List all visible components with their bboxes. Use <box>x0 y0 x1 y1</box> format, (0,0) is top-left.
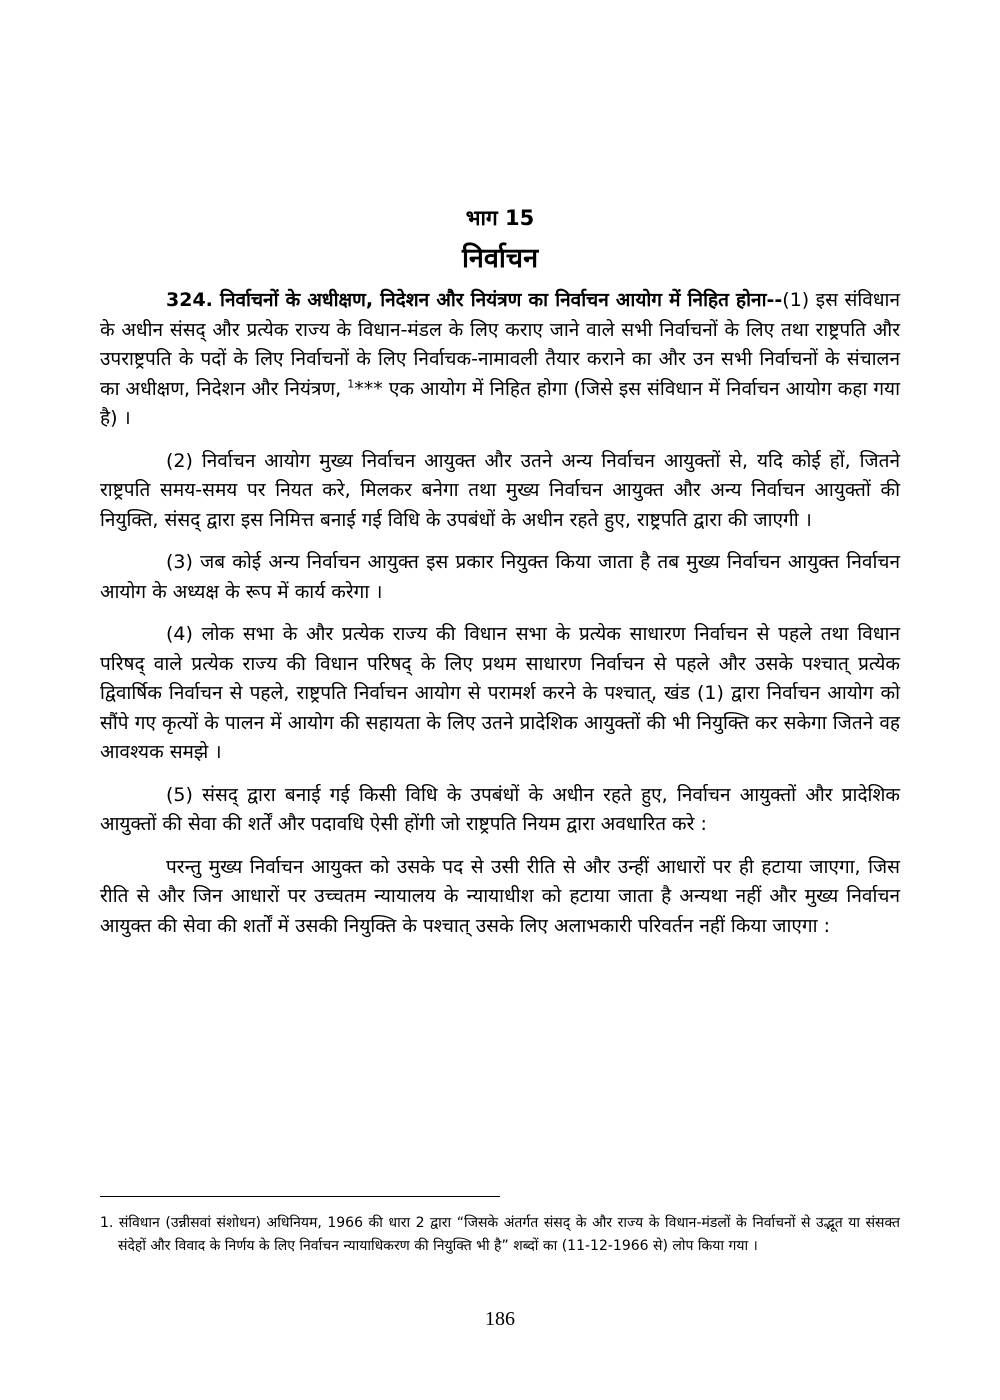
clause-3: (3) जब कोई अन्य निर्वाचन आयुक्त इस प्रकार नियुक्त किया जाता है तब मुख्य निर्वाचन आयुक्त निर्वाचन आयोग के अध्यक्ष के रूप में कार्य करेगा । <box>100 551 900 603</box>
clause-2: (2) निर्वाचन आयोग मुख्य निर्वाचन आयुक्त और उतने अन्य निर्वाचन आयुक्तों से, यदि कोई हों, जितने राष्ट्रपति समय-समय पर नियत करे, मिलकर बनेगा तथा मुख्य निर्वाचन आयुक्त और अन्य निर्वाचन आयुक्तों की नियुक्ति, संसद् द्वारा इस निमित्त बनाई गई विधि के उपबंधों के अधीन रहते हुए, राष्ट्रपति द्वारा की जाएगी । <box>100 449 900 531</box>
article-body <box>100 286 900 954</box>
clause-1 <box>100 286 900 434</box>
footnote-marker: 1 <box>347 377 355 391</box>
page-number: 186 <box>485 1308 515 1330</box>
article-heading: 324. निर्वाचनों के अधीक्षण, निदेशन और नियंत्रण का निर्वाचन आयोग में निहित होना-- <box>166 289 783 311</box>
proviso: परन्तु मुख्य निर्वाचन आयुक्त को उसके पद से उसी रीति से और उन्हीं आधारों पर ही हटाया जाएगा, जिस रीति से और जिन आधारों पर उच्चतम न्यायालय के न्यायाधीश को हटाया जाता है अन्यथा नहीं और मुख्य निर्वाचन आयुक्त की सेवा की शर्तों में उसकी नियुक्ति के पश्चात् उसके लिए अलाभकारी परिवर्तन नहीं किया जाएगा : <box>100 855 900 937</box>
clause-5: (5) संसद् द्वारा बनाई गई किसी विधि के उपबंधों के अधीन रहते हुए, निर्वाचन आयुक्तों और प्रादेशिक आयुक्तों की सेवा की शर्तें और पदावधि ऐसी होंगी जो राष्ट्रपति नियम द्वारा अवधारित करे : <box>100 783 900 835</box>
clause-1-text: (1) इस संविधान के अधीन संसद् और प्रत्येक राज्य के विधान-मंडल के लिए कराए जाने वाले सभी निर्वाचनों के लिए तथा राष्ट्रपति और उपराष्ट्रपति के पदों के लिए निर्वाचनों के लिए निर्वाचक-नामावली तैयार कराने का और उन सभी निर्वाचनों के संचालन का अधीक्षण, निदेशन और नियंत्रण, <box>100 289 900 400</box>
clause-1-text-rest: *** एक आयोग में निहित होगा (जिसे इस संविधान में निर्वाचन आयोग कहा गया है) । <box>100 377 900 429</box>
footnote-divider <box>100 1196 500 1197</box>
part-number: भाग 15 <box>465 206 535 230</box>
part-title: निर्वाचन <box>461 243 539 274</box>
clause-4: (4) लोक सभा के और प्रत्येक राज्य की विधान सभा के प्रत्येक साधारण निर्वाचन से पहले तथा विधान परिषद् वाले प्रत्येक राज्य की विधान परिषद् के लिए प्रथम साधारण निर्वाचन से पहले और उसके पश्चात् प्रत्येक द्विवार्षिक निर्वाचन से पहले, राष्ट्रपति निर्वाचन आयोग से परामर्श करने के पश्चात्, खंड (1) द्वारा निर्वाचन आयोग को सौंपे गए कृत्यों के पालन में आयोग की सहायता के लिए उतने प्रादेशिक आयुक्तों की भी नियुक्ति कर सकेगा जितने वह आवश्यक समझे । <box>100 623 900 763</box>
footnote: 1. संविधान (उन्नीसवां संशोधन) अधिनियम, 1966 की धारा 2 द्वारा “जिसके अंतर्गत संसद् के और राज्य के विधान-मंडलों के निर्वाचनों से उद्भूत या संसक्त संदेहों और विवाद के निर्णय के लिए निर्वाचन न्यायाधिकरण की नियुक्ति भी है” शब्दों का (11-12-1966 से) लोप किया गया । <box>100 1215 900 1254</box>
